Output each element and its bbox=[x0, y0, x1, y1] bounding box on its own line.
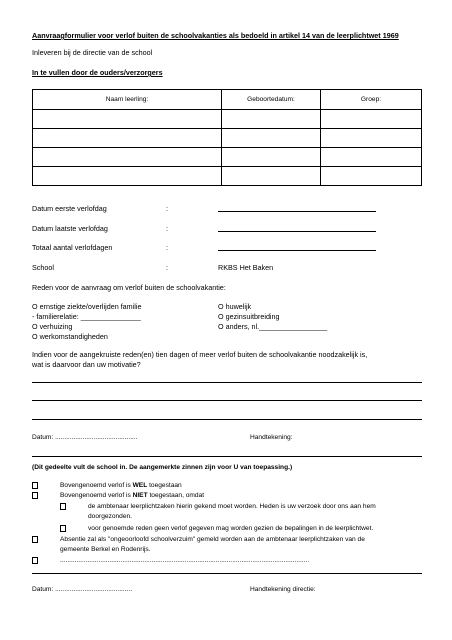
total-days-input-line[interactable] bbox=[218, 250, 376, 251]
option-wel: Bovengenoemd verlof is WEL toegestaan bbox=[60, 482, 182, 489]
absence-line1: Absentie zal als "ongeoorloofd schoolverzuim" gemeld worden aan de ambtenaar leerplichtzaken van de bbox=[60, 536, 365, 543]
motivation-question-line2: wat is daarvoor dan uw motivatie? bbox=[32, 360, 141, 369]
header-group: Groep: bbox=[321, 90, 422, 110]
parent-signature-label: Handtekening: bbox=[250, 434, 293, 441]
last-day-input-line[interactable] bbox=[218, 231, 376, 232]
motivation-line[interactable] bbox=[32, 419, 422, 420]
school-heading: (Dit gedeelte vult de school in. De aangemerkte zinnen zijn voor U van toepassing.) bbox=[32, 464, 293, 471]
field-label-last-day: Datum laatste verlofdag bbox=[32, 224, 108, 233]
reason-work[interactable]: O werkomstandigheden bbox=[32, 332, 108, 341]
checkbox-absence[interactable] bbox=[32, 536, 38, 543]
student-table bbox=[32, 89, 422, 186]
parents-heading: In te vullen door de ouders/verzorgers bbox=[32, 68, 163, 77]
sub-option-2: voor genoemde reden geen verlof gegeven mag worden gezien de bepalingen in de leerplichtwet. bbox=[88, 525, 374, 532]
director-date: Datum: .......................................... bbox=[32, 586, 133, 593]
field-sep: : bbox=[166, 224, 168, 233]
checkbox-sub2[interactable] bbox=[60, 525, 66, 532]
field-sep: : bbox=[166, 243, 168, 252]
option-niet: Bovengenoemd verlof is NIET toegestaan, omdat bbox=[60, 492, 205, 499]
reason-wedding[interactable]: O huwelijk bbox=[218, 302, 252, 311]
table-row bbox=[33, 110, 422, 129]
school-name: RKBS Het Baken bbox=[218, 263, 274, 272]
cell-group[interactable] bbox=[321, 167, 422, 186]
reason-other[interactable]: O anders, nl._________________ bbox=[218, 322, 328, 331]
cell-name[interactable] bbox=[33, 129, 222, 148]
sub-option-1-line1: de ambtenaar leerplichtzaken hierin gekend moet worden. Heden is uw verzoek door ons aan hem bbox=[88, 503, 376, 510]
field-label-total-days: Totaal aantal verlofdagen bbox=[32, 243, 113, 252]
cell-birthdate[interactable] bbox=[222, 167, 321, 186]
reason-illness[interactable]: O ernstige ziekte/overlijden familie bbox=[32, 302, 142, 311]
director-signature-label: Handtekening directie: bbox=[250, 586, 316, 593]
reason-family-expansion[interactable]: O gezinsuitbreiding bbox=[218, 312, 280, 321]
checkbox-niet[interactable] bbox=[32, 492, 38, 499]
motivation-line[interactable] bbox=[32, 400, 422, 401]
cell-name[interactable] bbox=[33, 167, 222, 186]
cell-group[interactable] bbox=[321, 129, 422, 148]
reason-family-relation: - familierelatie: _______________ bbox=[32, 312, 141, 321]
parent-date: Datum: ............................................. bbox=[32, 434, 138, 441]
checkbox-wel[interactable] bbox=[32, 482, 38, 489]
checkbox-sub1[interactable] bbox=[60, 503, 66, 510]
section-divider bbox=[32, 456, 422, 457]
motivation-line[interactable] bbox=[32, 382, 422, 383]
reason-heading: Reden voor de aanvraag om verlof buiten de schoolvakantie: bbox=[32, 283, 226, 292]
reason-moving[interactable]: O verhuizing bbox=[32, 322, 73, 331]
cell-birthdate[interactable] bbox=[222, 148, 321, 167]
cell-group[interactable] bbox=[321, 110, 422, 129]
table-row bbox=[33, 129, 422, 148]
other-dotted-line: ........................................................................................................................................ bbox=[60, 557, 310, 564]
form-title: Aanvraagformulier voor verlof buiten de schoolvakanties als bedoeld in artikel 14 van de leerplichtwet 1969 bbox=[32, 31, 399, 40]
first-day-input-line[interactable] bbox=[218, 211, 376, 212]
sub-option-1-line2: doorgezonden. bbox=[88, 513, 132, 520]
motivation-question-line1: Indien voor de aangekruiste reden(en) tien dagen of meer verlof buiten de schoolvakantie noodzakelijk is, bbox=[32, 350, 368, 359]
cell-group[interactable] bbox=[321, 148, 422, 167]
absence-line2: gemeente Berkel en Rodenrijs. bbox=[60, 546, 151, 553]
field-label-school: School bbox=[32, 263, 54, 272]
checkbox-other[interactable] bbox=[32, 557, 38, 564]
header-birthdate: Geboortedatum: bbox=[222, 90, 321, 110]
table-header-row bbox=[33, 90, 422, 110]
section-divider bbox=[32, 573, 422, 574]
cell-birthdate[interactable] bbox=[222, 129, 321, 148]
table-row bbox=[33, 167, 422, 186]
field-sep: : bbox=[166, 204, 168, 213]
table-row bbox=[33, 148, 422, 167]
header-name: Naam leerling: bbox=[33, 90, 222, 110]
cell-birthdate[interactable] bbox=[222, 110, 321, 129]
intro-text: Inleveren bij de directie van de school bbox=[32, 48, 153, 57]
cell-name[interactable] bbox=[33, 110, 222, 129]
field-sep: : bbox=[166, 263, 168, 272]
field-label-first-day: Datum eerste verlofdag bbox=[32, 204, 107, 213]
cell-name[interactable] bbox=[33, 148, 222, 167]
